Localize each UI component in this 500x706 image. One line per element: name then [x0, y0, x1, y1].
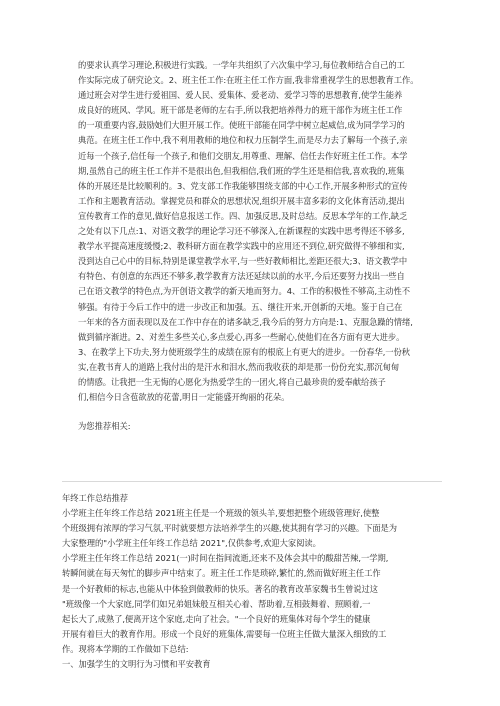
text-line: 转瞬间就在每天匆忙的脚步声中结束了。班主任工作是琐碎,繁忙的,然而做好班主任工作 [62, 568, 381, 579]
text-line: 开展有着巨大的教育作用。形成一个良好的班集体,需要每一位班主任做大量深入细致的工 [62, 628, 387, 639]
text-line: 小学班主任年终工作总结 2021班主任是一个班级的领头羊,要想把整个班级管理好,使整 [62, 508, 380, 519]
text-line: 们,相信今日含苞欲放的花蕾,明日一定能盛开绚丽的花朵。 [78, 392, 290, 403]
text-line: 通过班会对学生进行爱祖国、爱人民、爱集体、爱老动、爱学习等的思想教育,使学生能养 [78, 90, 403, 101]
text-line: 起长大了,成熟了,便离开这个家庭,走向了社会。"一个良好的班集体对每个学生的健康 [62, 613, 371, 624]
text-line: 教学水平提高速度缓慢;2、教科研方面在教学实践中的应用还不到位,研究做得不够细和实, [78, 241, 405, 252]
recommend-heading: 为您推荐相关: [78, 421, 131, 431]
section-heading: 一、加强学生的文明行为习惯和平安教育 [62, 659, 211, 670]
text-line: 典范。在班主任工作中,我不利用教师的地位和权力压制学生,而是尽力去了解每一个孩子,亲 [78, 135, 408, 146]
text-line: 作实际完成了研究论文。2、班主任工作:在班主任工作方面,我非常重视学生的思想教育工作。 [78, 75, 419, 86]
text-line: 成良好的班风、学风。班干部是老师的左右手,所以我把培养得力的班干部作为班主任工作 [78, 105, 403, 116]
section-divider [62, 481, 442, 482]
text-line: 是一个好教师的标志,也能从中体验到做教师的快乐。著名的教育改革家魏书生曾说过这 [62, 583, 378, 594]
text-line: 的要求认真学习理论,积极进行实践。一学年共组织了六次集中学习,每位教师结合自己的工 [78, 60, 405, 70]
text-line: 期,虽然自己的班主任工作并不是很出色,但我相信,我们班的学生还是相信我,喜欢我的,班集 [78, 165, 405, 176]
summary-text-block [78, 58, 425, 405]
text-line: "班级像一个大家庭,同学们如兄弟姐妹般互相关心着、帮助着,互相鼓舞着、照顾着,一 [62, 598, 371, 609]
article-title[interactable]: 年终工作总结推荐 [62, 493, 128, 503]
text-line: 的情感。让我把一生无悔的心愿化为热爱学生的一团火,将自己最珍贵的爱奉献给孩子 [78, 376, 386, 387]
text-line: 有特色、有创意的东西还不够多,教学教育方法还延续以前的水平,今后还要努力找出一些自 [78, 271, 405, 282]
text-line: 宣传教育工作的意见,做好信息报送工作。四、加强反思,及时总结。反思本学年的工作,缺乏 [78, 210, 408, 221]
text-line: 工作和主题教育活动。掌握党员和群众的思想状况,组织开展丰富多彩的文化体育活动,提出 [78, 195, 405, 206]
text-line: 大家整理的"小学班主任年终工作总结 2021",仅供参考,欢迎大家阅读。 [62, 538, 321, 549]
text-line: 的一项重要内容,鼓励她们大胆开展工作。使班干部能在同学中树立起威信,成为同学学习的 [78, 120, 405, 131]
text-line: 之处有以下几点:1、对语文教学的理论学习还不够深入,在新课程的实践中思考得还不够多, [78, 226, 405, 237]
text-line: 作。现将本学期的工作做如下总结: [62, 643, 189, 654]
text-line: 一年来的各方面表现以及在工作中存在的诸多缺乏,我今后的努力方向是:1、克服急躁的情绪, [78, 316, 413, 327]
recommended-article-block [62, 491, 442, 672]
text-line: 体的开展还是比较顺利的。3、党支部工作我能够围绕支部的中心工作,开展多种形式的宣传 [78, 180, 408, 191]
text-line: 没到达自己心中的目标,特别是课堂教学水平,与一些好教师相比,差距还很大;3、语文教学中 [78, 256, 408, 267]
text-line: 个班级拥有浓厚的学习气氛,平时就要想方法培养学生的兴趣,使其拥有学习的兴趣。下面是为 [62, 523, 398, 534]
text-line: 3、在教学上下功夫,努力使班级学生的成绩在原有的根底上有更大的进步。一份春华,一份秋 [78, 346, 411, 357]
text-line: 小学班主任年终工作总结 2021(一)时间在指间流逝,还来不及体会其中的酸甜苦辣,一学期, [62, 553, 389, 564]
text-line: 近每一个孩子,信任每一个孩子,和他们交朋友,用尊重、理解、信任去作好班主任工作。本学 [78, 150, 408, 161]
text-line: 够强。有待于今后工作中的进一步改正和加强。五、继往开来,开创新的天地。鉴于自己在 [78, 301, 403, 312]
text-line: 实,在教书育人的道路上我付出的是汗水和泪水,然而我收获的却是那一份份充实,那沉甸甸 [78, 361, 400, 372]
text-line: 做到循序渐进。2、对差生多些关心,多点爱心,再多一些耐心,使他们在各方面有更大进步。 [78, 331, 405, 342]
text-line: 己在语文教学的特色点,为开创语文教学的新天地而努力。4、工作的积极性不够高,主动性不 [78, 286, 411, 297]
